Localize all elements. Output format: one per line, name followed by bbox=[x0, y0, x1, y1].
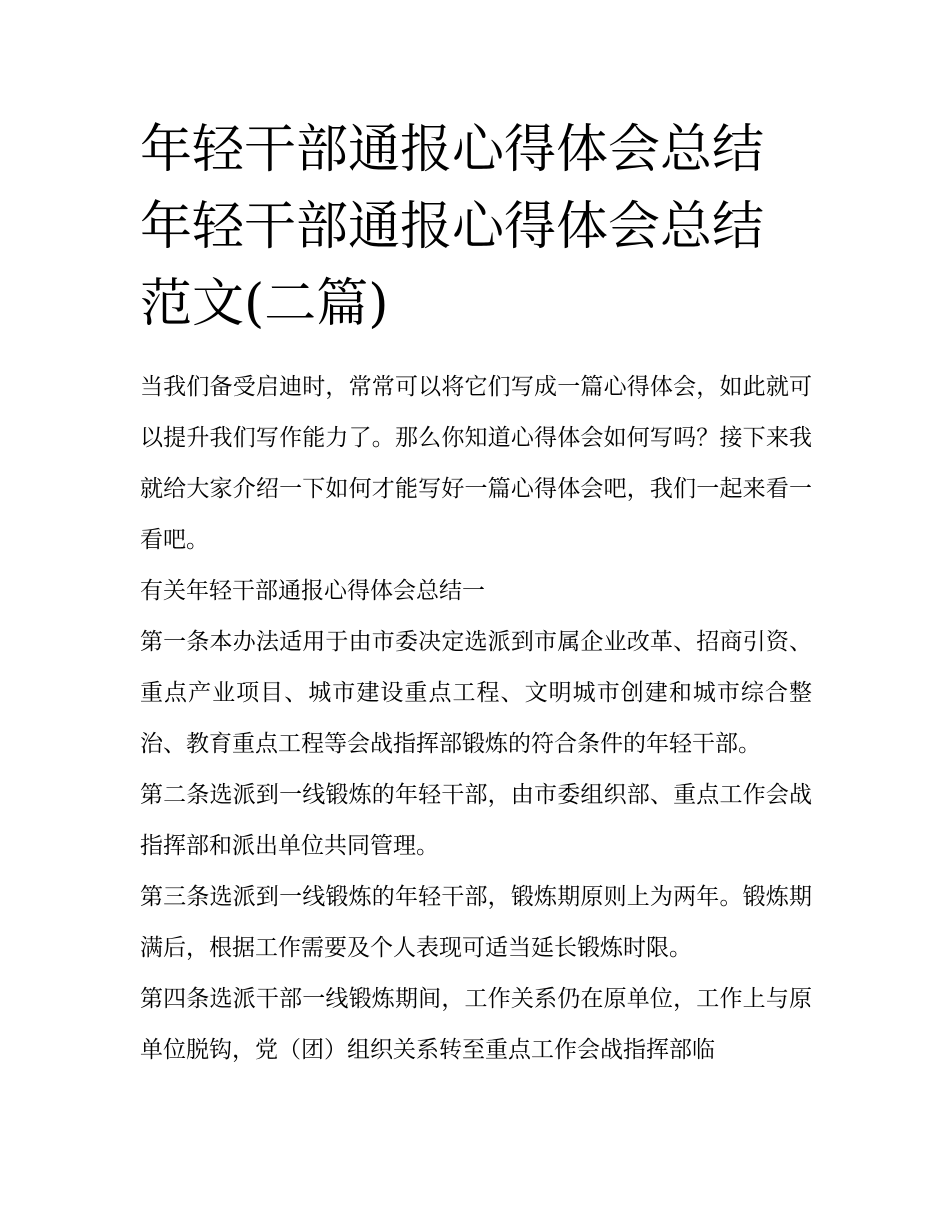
article-2-paragraph: 第二条选派到一线锻炼的年轻干部，由市委组织部、重点工作会战指挥部和派出单位共同管理。 bbox=[140, 782, 812, 859]
section-heading: 有关年轻干部通报心得体会总结一 bbox=[140, 578, 485, 604]
intro-paragraph: 当我们备受启迪时，常常可以将它们写成一篇心得体会，如此就可以提升我们写作能力了。那么你知道心得体会如何写吗？接下来我就给大家介绍一下如何才能写好一篇心得体会吧，我们一起来看一看吧。 bbox=[140, 374, 812, 553]
article-3-paragraph: 第三条选派到一线锻炼的年轻干部，锻炼期原则上为两年。锻炼期满后，根据工作需要及个人表现可适当延长锻炼时限。 bbox=[140, 884, 812, 961]
article-4-paragraph: 第四条选派干部一线锻炼期间，工作关系仍在原单位，工作上与原单位脱钩，党（团）组织关系转至重点工作会战指挥部临 bbox=[140, 986, 812, 1063]
document-body bbox=[140, 112, 812, 1076]
document-title: 年轻干部通报心得体会总结 年轻干部通报心得体会总结范文(二篇) bbox=[140, 120, 765, 334]
article-1-paragraph: 第一条本办法适用于由市委决定选派到市属企业改革、招商引资、重点产业项目、城市建设重点工程、文明城市创建和城市综合整治、教育重点工程等会战指挥部锻炼的符合条件的年轻干部。 bbox=[140, 629, 812, 757]
